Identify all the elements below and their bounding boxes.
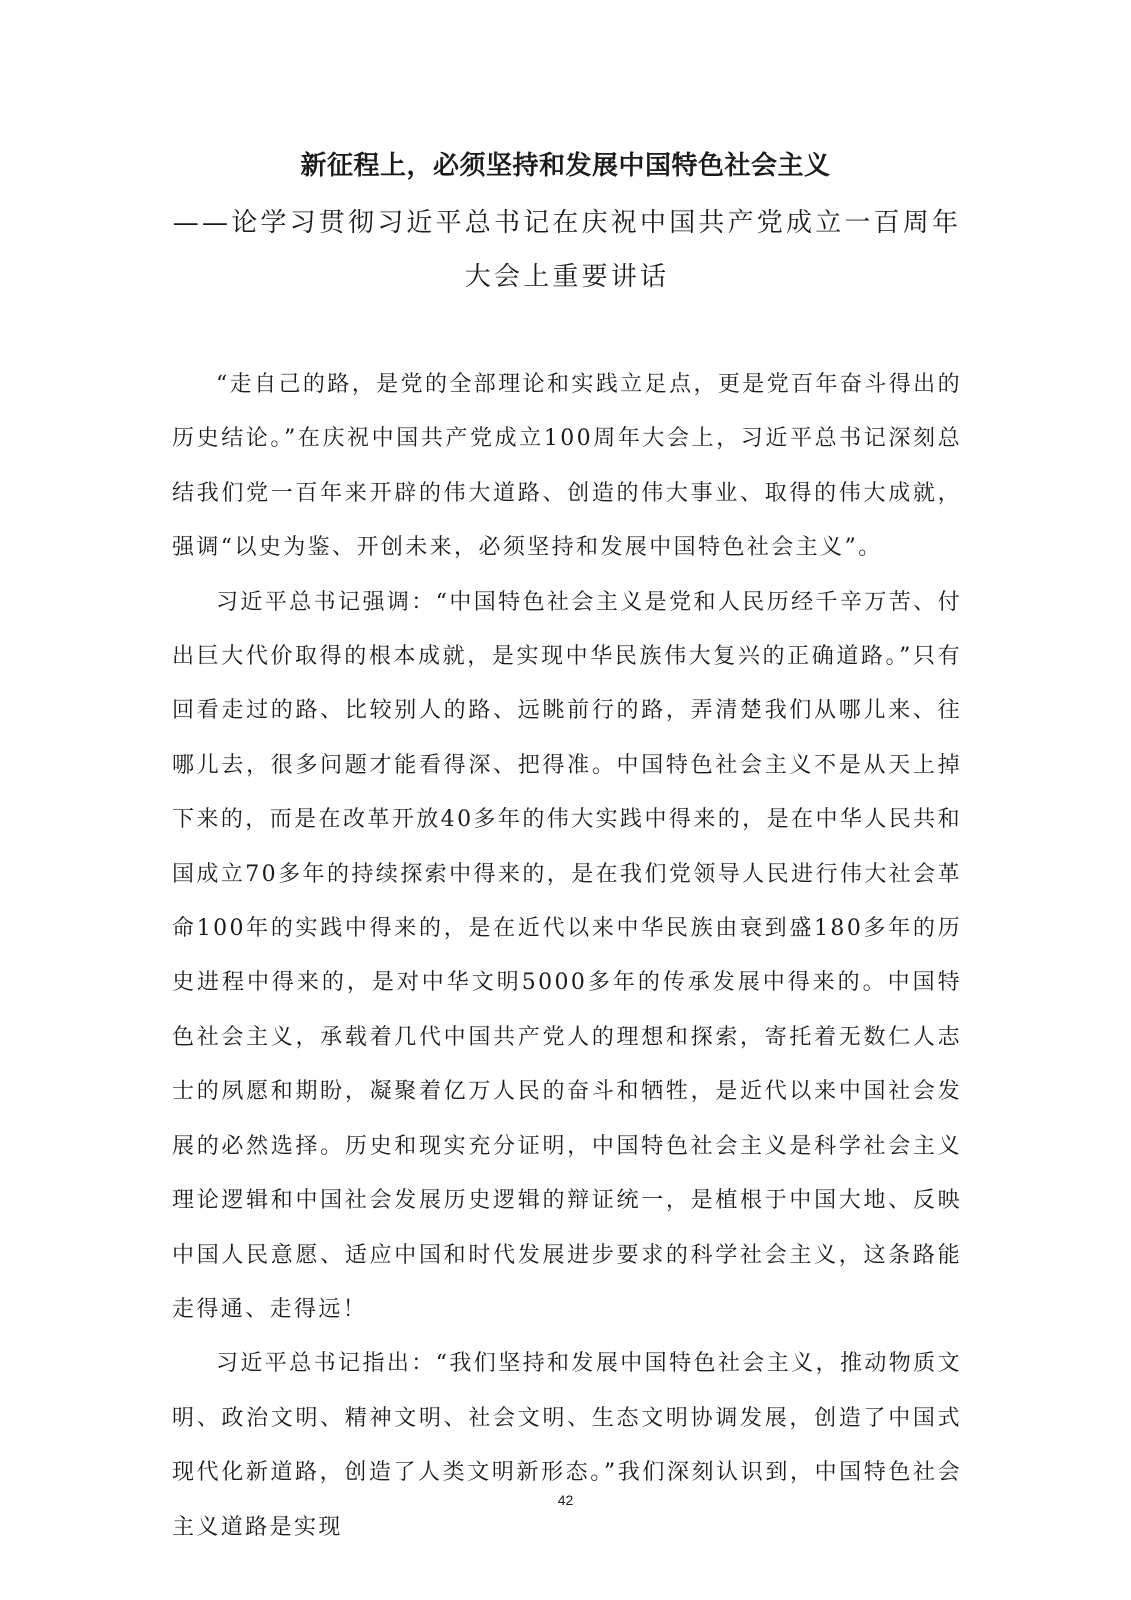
article-body	[172, 358, 962, 1555]
article-subtitle: ——论学习贯彻习近平总书记在庆祝中国共产党成立一百周年大会上重要讲话	[172, 208, 962, 292]
page-number: 42	[557, 1492, 574, 1508]
paragraph-2: 习近平总书记强调：“中国特色社会主义是党和人民历经千辛万苦、付出巨大代价取得的根本成就，是实现中华民族伟大复兴的正确道路。”只有回看走过的路、比较别人的路、远眺前行的路，弄清楚我们从哪儿来、往哪儿去，很多问题才能看得深、把得准。中国特色社会主义不是从天上掉下来的，而是在改革开放40多年的伟大实践中得来的，是在中华人民共和国成立70多年的持续探索中得来的，是在我们党领导人民进行伟大社会革命100年的实践中得来的，是在近代以来中华民族由衰到盛180多年的历史进程中得来的，是对中华文明5000多年的传承发展中得来的。中国特色社会主义，承载着几代中国共产党人的理想和探索，寄托着无数仁人志士的夙愿和期盼，凝聚着亿万人民的奋斗和牺牲，是近代以来中国社会发展的必然选择。历史和现实充分证明，中国特色社会主义是科学社会主义理论逻辑和中国社会发展历史逻辑的辩证统一，是植根于中国大地、反映中国人民意愿、适应中国和时代发展进步要求的科学社会主义，这条路能走得通、走得远！	[172, 589, 962, 1322]
article-title: 新征程上，必须坚持和发展中国特色社会主义	[300, 151, 831, 181]
paragraph-1: “走自己的路，是党的全部理论和实践立足点，更是党百年奋斗得出的历史结论。”在庆祝中国共产党成立100周年大会上，习近平总书记深刻总结我们党一百年来开辟的伟大道路、创造的伟大事业、取得的伟大成就，强调“以史为鉴、开创未来，必须坚持和发展中国特色社会主义”。	[172, 372, 962, 561]
paragraph-3: 习近平总书记指出：“我们坚持和发展中国特色社会主义，推动物质文明、政治文明、精神文明、社会文明、生态文明协调发展，创造了中国式现代化新道路，创造了人类文明新形态。”我们深刻认识到，中国特色社会主义道路是实现	[172, 1351, 962, 1540]
